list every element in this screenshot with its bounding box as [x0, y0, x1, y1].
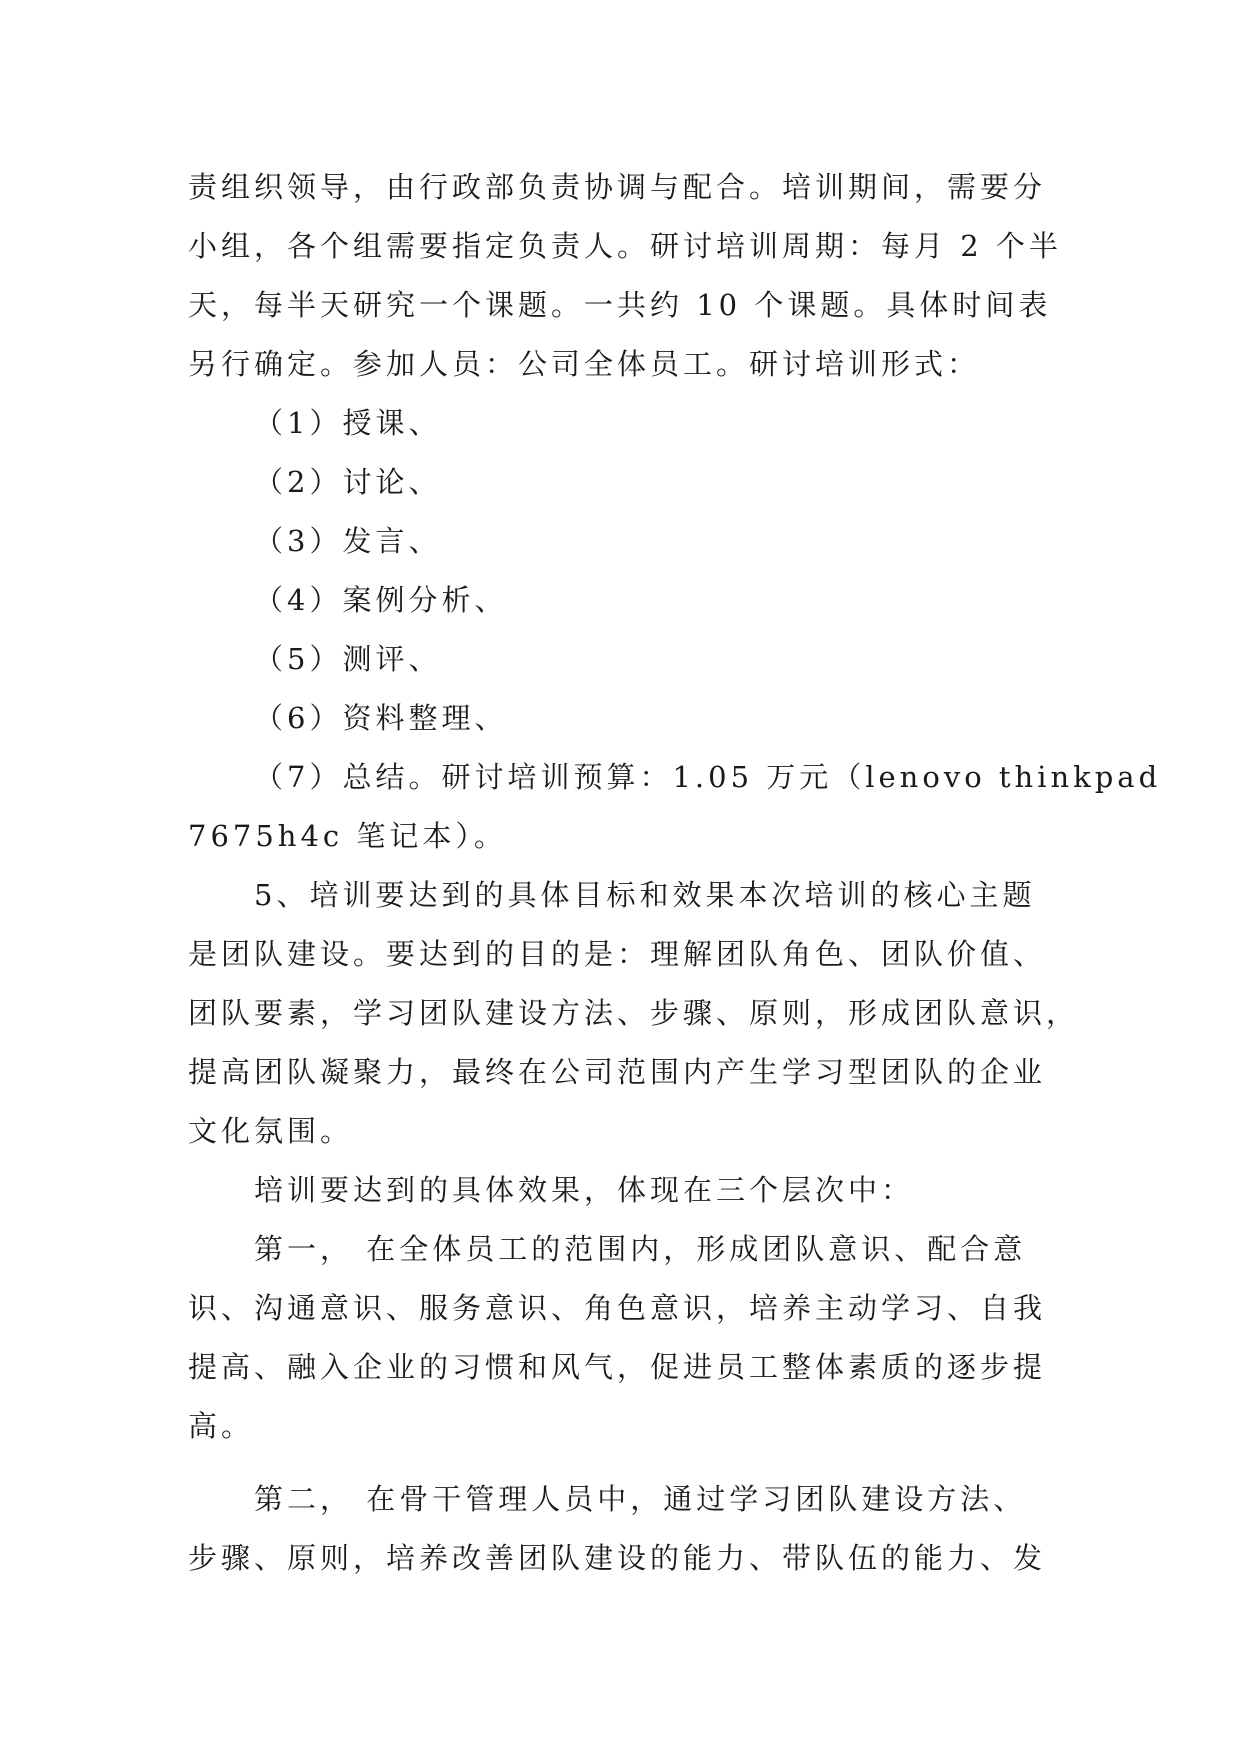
- text-line: 第一， 在全体员工的范围内，形成团队意识、配合意: [254, 1232, 1027, 1266]
- list-item-summary-budget: [188, 748, 1162, 866]
- text-line: 责组织领导，由行政部负责协调与配合。培训期间，需要分: [188, 170, 1047, 204]
- effect-second-level: [188, 1470, 1048, 1588]
- text-line: 天，每半天研究一个课题。一共约 10 个课题。具体时间表: [188, 288, 1052, 322]
- list-item: （4）案例分析、: [254, 583, 508, 617]
- text-line: 是团队建设。要达到的目的是：理解团队角色、团队价值、: [188, 937, 1047, 971]
- text-line: 提高、融入企业的习惯和风气，促进员工整体素质的逐步提: [188, 1350, 1047, 1384]
- list-item: （3）发言、: [254, 524, 442, 558]
- list-item: （1）授课、: [254, 406, 442, 440]
- list-item: （6）资料整理、: [254, 701, 508, 735]
- effects-intro: [188, 1161, 1048, 1220]
- list-item: （2）讨论、: [254, 465, 442, 499]
- text-line: 识、沟通意识、服务意识、角色意识，培养主动学习、自我: [188, 1291, 1047, 1325]
- paragraph-organization: [188, 158, 1062, 394]
- text-line: 小组，各个组需要指定负责人。研讨培训周期：每月 2 个半: [188, 229, 1062, 263]
- section-5-goals: [188, 866, 1080, 1161]
- text-line: 团队要素，学习团队建设方法、步骤、原则，形成团队意识，: [188, 996, 1080, 1030]
- document-body: [188, 158, 1162, 1588]
- text-line: 5、培训要达到的具体目标和效果本次培训的核心主题: [254, 878, 1036, 912]
- training-format-list: [188, 394, 1048, 748]
- list-item: （5）测评、: [254, 642, 442, 676]
- text-line: 高。: [188, 1409, 255, 1443]
- text-line: 培训要达到的具体效果，体现在三个层次中：: [254, 1173, 915, 1207]
- effect-first-level: [188, 1220, 1048, 1456]
- text-line: 文化氛围。: [188, 1114, 354, 1148]
- text-line: 第二， 在骨干管理人员中，通过学习团队建设方法、: [254, 1482, 1027, 1516]
- text-line: 另行确定。参加人员：公司全体员工。研讨培训形式：: [188, 347, 981, 381]
- text-line: 步骤、原则，培养改善团队建设的能力、带队伍的能力、发: [188, 1541, 1047, 1575]
- text-line: 提高团队凝聚力，最终在公司范围内产生学习型团队的企业: [188, 1055, 1047, 1089]
- text-line: 7675h4c 笔记本）。: [188, 819, 507, 853]
- paragraph-spacer: [188, 1456, 1048, 1470]
- text-line: （7）总结。研讨培训预算：1.05 万元（lenovo thinkpad: [254, 760, 1162, 794]
